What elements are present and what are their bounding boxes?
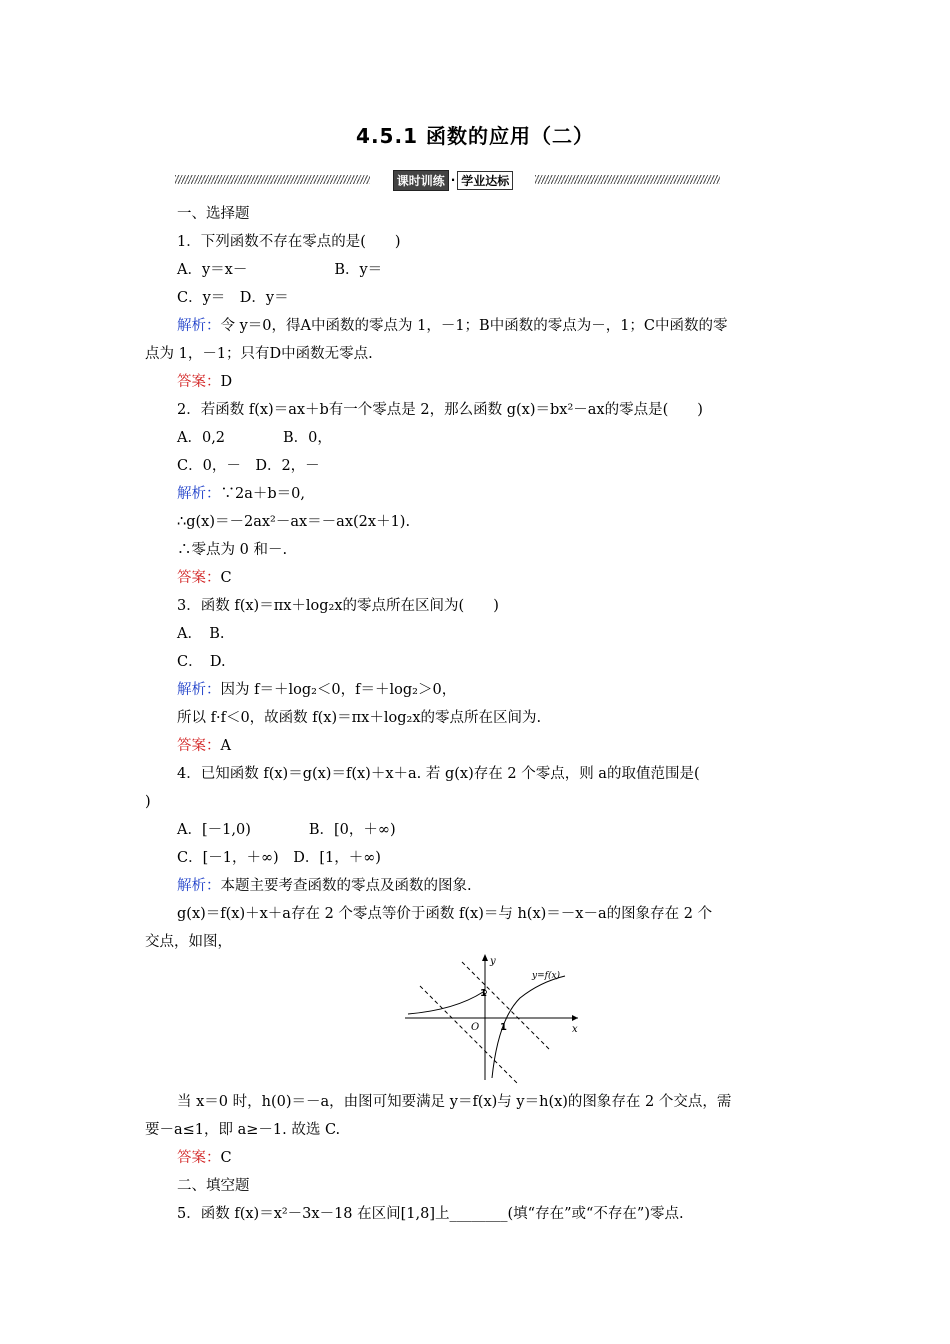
q4-analysis-label: 解析： bbox=[177, 878, 221, 894]
q1-stem: 1．下列函数不存在零点的是( ) bbox=[177, 234, 401, 250]
q2-answer-label: 答案： bbox=[177, 570, 221, 586]
q1-options-ab: A．y＝x－ B．y＝ bbox=[177, 262, 383, 278]
q3-analysis-text1: 因为 f＝＋log₂＜0，f＝＋log₂＞0， bbox=[220, 682, 457, 698]
q3-analysis-line2: 所以 f·f＜0，故函数 f(x)＝πx＋log₂x的零点所在区间为. bbox=[177, 710, 542, 726]
y-axis-arrow-icon bbox=[482, 954, 488, 961]
q1-answer bbox=[0, 372, 950, 392]
x-one-label: 1 bbox=[500, 1022, 507, 1033]
page-title: 4.5.1 函数的应用（二） bbox=[356, 124, 594, 148]
q2-answer-value: C bbox=[220, 570, 232, 586]
x-axis-arrow-icon bbox=[572, 1015, 578, 1021]
banner-dot: · bbox=[450, 173, 456, 187]
q4-analysis-line4: 当 x＝0 时，h(0)＝－a，由图可知要满足 y＝f(x)与 y＝h(x)的图象存在 2 个交点，需 bbox=[177, 1094, 732, 1110]
q4-answer-value: C bbox=[220, 1150, 232, 1166]
curve-label: y=f(x) bbox=[532, 971, 561, 981]
banner-hatch-left bbox=[175, 175, 370, 184]
origin-label: O bbox=[471, 1022, 480, 1033]
banner-right-text: 学业达标 bbox=[457, 171, 513, 190]
q1-answer-label: 答案： bbox=[177, 374, 221, 390]
q1-analysis-line1 bbox=[0, 316, 950, 336]
q2-analysis-line1 bbox=[0, 484, 950, 504]
q3-answer-value: A bbox=[220, 738, 231, 754]
q2-analysis-line2: ∴g(x)＝－2ax²－ax＝－ax(2x＋1). bbox=[177, 514, 411, 530]
q2-analysis-line3: ∴零点为 0 和－. bbox=[177, 542, 288, 558]
q1-analysis-line2: 点为 1，－1；只有D中函数无零点. bbox=[145, 346, 373, 362]
q3-analysis-line1 bbox=[0, 680, 950, 700]
section-banner bbox=[175, 170, 720, 190]
q3-answer bbox=[0, 736, 950, 756]
y-one-label: 1 bbox=[480, 988, 487, 999]
q1-analysis-label: 解析： bbox=[177, 318, 221, 334]
q1-analysis-text1: 令 y＝0，得A中函数的零点为 1，－1；B中函数的零点为－，1；C中函数的零 bbox=[220, 318, 728, 334]
banner-left-text: 课时训练 bbox=[393, 170, 449, 191]
section-heading-2: 二、填空题 bbox=[177, 1178, 250, 1194]
q4-options-cd: C．[－1，＋∞) D．[1，＋∞) bbox=[177, 850, 381, 866]
q4-analysis-line3: 交点，如图， bbox=[145, 934, 232, 950]
section-heading-1: 一、选择题 bbox=[177, 206, 250, 222]
dashed-line-lower bbox=[420, 986, 518, 1084]
q2-analysis-text1: ∵2a＋b＝0, bbox=[220, 486, 305, 502]
q4-options-ab: A．[－1,0) B．[0，＋∞) bbox=[177, 822, 396, 838]
q4-answer bbox=[0, 1148, 950, 1168]
q2-analysis-label: 解析： bbox=[177, 486, 221, 502]
q3-analysis-label: 解析： bbox=[177, 682, 221, 698]
q4-function-graph bbox=[400, 950, 590, 1085]
q4-analysis-line5: 要－a≤1，即 a≥－1. 故选 C. bbox=[145, 1122, 341, 1138]
y-axis-label: y bbox=[490, 956, 496, 967]
q4-analysis-line2: g(x)＝f(x)＋x＋a存在 2 个零点等价于函数 f(x)＝与 h(x)＝－x－a的图象存在 2 个 bbox=[177, 906, 713, 922]
q3-options-cd: C． D. bbox=[177, 654, 226, 670]
q4-analysis-line1 bbox=[0, 876, 950, 896]
q4-answer-label: 答案： bbox=[177, 1150, 221, 1166]
q1-options-cd: C．y＝ D．y＝ bbox=[177, 290, 289, 306]
q2-options-ab: A．0,2 B．0， bbox=[177, 430, 332, 446]
q2-stem: 2．若函数 f(x)＝ax＋b有一个零点是 2，那么函数 g(x)＝bx²－ax的零点是( ) bbox=[177, 402, 703, 418]
q4-stem-line2: ) bbox=[145, 794, 151, 810]
banner-hatch-right bbox=[535, 175, 720, 184]
x-axis-label: x bbox=[572, 1024, 578, 1035]
q1-answer-value: D bbox=[220, 374, 233, 390]
q4-analysis-text1: 本题主要考查函数的零点及函数的图象. bbox=[220, 878, 472, 894]
q5-stem: 5．函数 f(x)＝x²－3x－18 在区间[1,8]上________(填“存在”或“不存在”)零点. bbox=[177, 1206, 684, 1222]
q2-options-cd: C．0，－ D．2，－ bbox=[177, 458, 320, 474]
banner-label bbox=[373, 170, 533, 190]
q3-options-ab: A． B. bbox=[177, 626, 225, 642]
fx-curve-left bbox=[408, 992, 483, 1014]
q2-answer bbox=[0, 568, 950, 588]
q3-answer-label: 答案： bbox=[177, 738, 221, 754]
q3-stem: 3．函数 f(x)＝πx＋log₂x的零点所在区间为( ) bbox=[177, 598, 499, 614]
q4-stem-line1: 4．已知函数 f(x)＝g(x)＝f(x)＋x＋a. 若 g(x)存在 2 个零点，则 a的取值范围是( bbox=[177, 766, 700, 782]
